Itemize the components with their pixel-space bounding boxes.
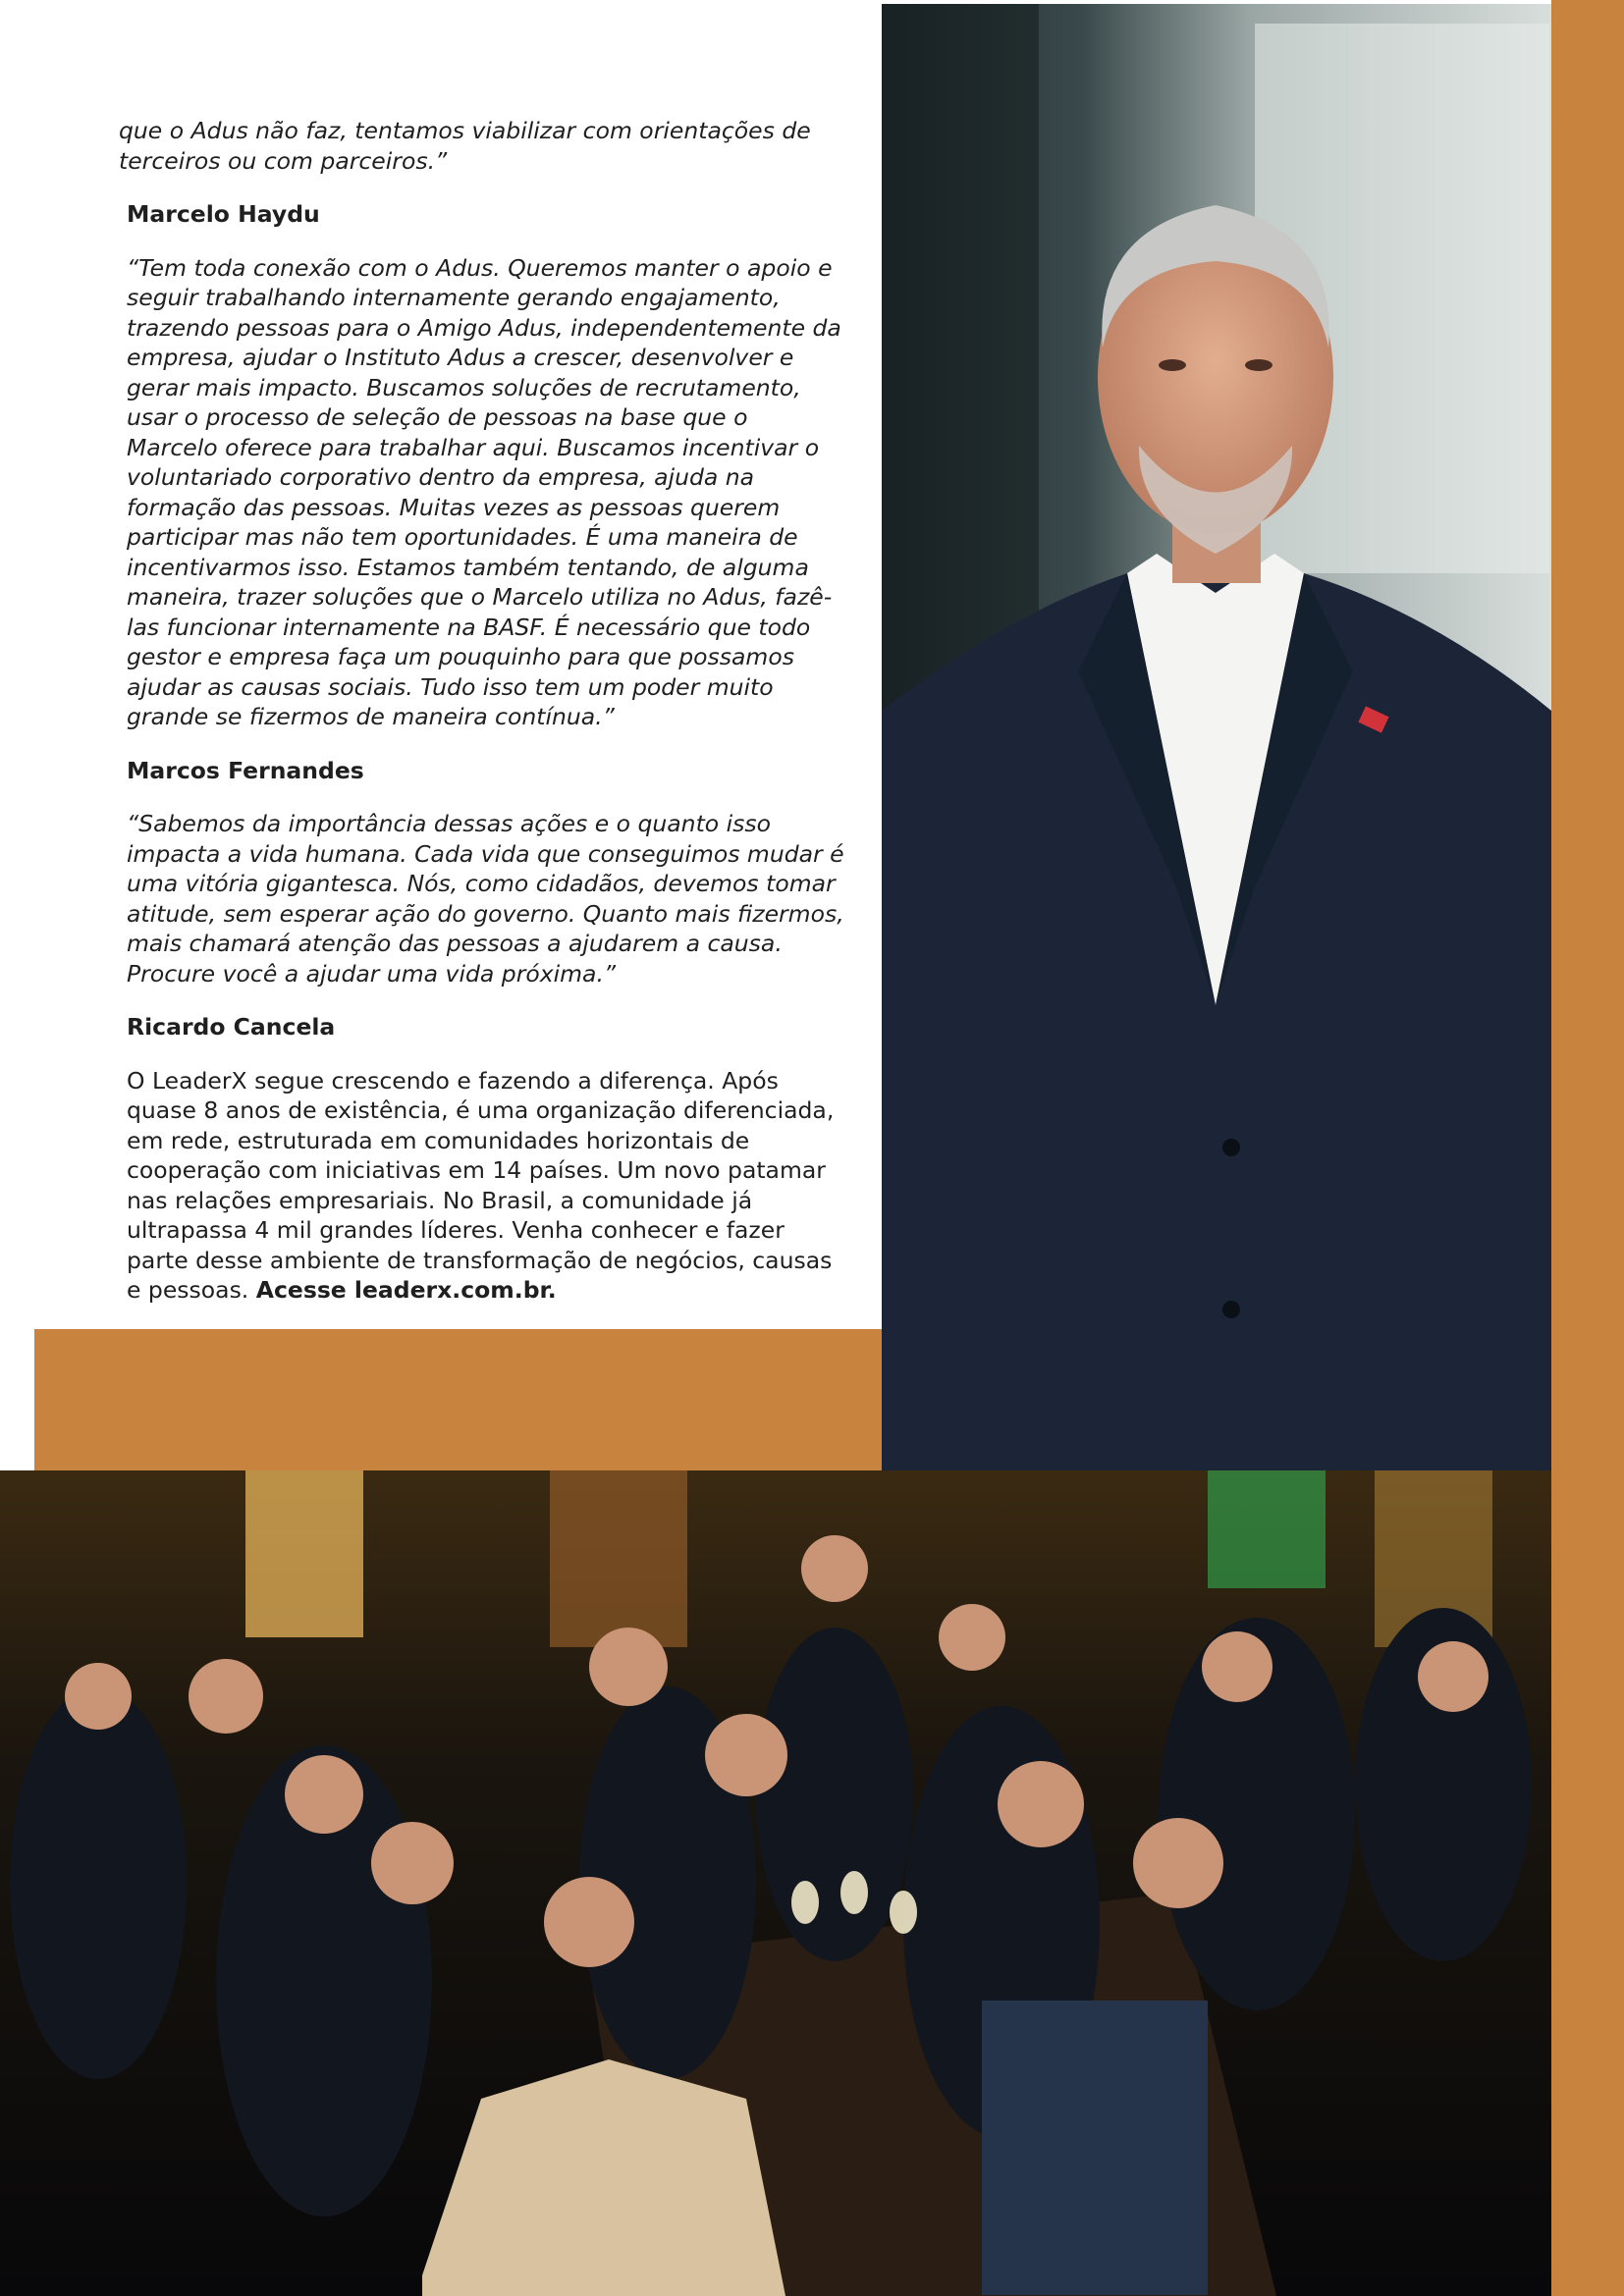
closing-paragraph	[119, 1066, 845, 1306]
event-photo	[0, 1470, 1551, 2296]
website-link[interactable]: Acesse leaderx.com.br.	[255, 1276, 557, 1304]
orange-accent-block	[34, 1329, 884, 1471]
portrait-photo	[882, 4, 1551, 1470]
speaker-name-3: Ricardo Cancela	[127, 1013, 336, 1041]
article-text	[119, 116, 845, 1329]
quote-intro: que o Adus não faz, tentamos viabilizar com orientações de terceiros ou com parceiros.”	[119, 117, 811, 175]
quote-1: “Tem toda conexão com o Adus. Queremos manter o apoio e seguir trabalhando internamente gerando engajamento, trazendo pessoas para o Amigo Adus, independentemente da empresa, ajudar o Instituto Adus a crescer, desenvolver e gerar mais impacto. Buscamos soluções de recrutamento, usar o processo de seleção de pessoas na base que o Marcelo oferece para trabalhar aqui. Buscamos incentivar o voluntariado corporativo dentro da empresa, ajuda na formação das pessoas. Muitas vezes as pessoas querem participar mas não tem oportunidades. É uma maneira de incentivarmos isso. Estamos também tentando, de alguma maneira, trazer soluções que o Marcelo utiliza no Adus, fazê-las funcionar internamente na BASF. É necessário que todo gestor e empresa faça um pouquinho para que possamos ajudar as causas sociais. Tudo isso tem um poder muito grande se fizermos de maneira contínua.”	[127, 253, 841, 730]
closing-text: O LeaderX segue crescendo e fazendo a diferença. Após quase 8 anos de existência, é uma organização diferenciada, em rede, estruturada em comunidades horizontais de cooperação com iniciativas em 14 países. Um novo patamar nas relações empresariais. No Brasil, a comunidade já ultrapassa 4 mil grandes líderes. Venha conhecer e fazer parte desse ambiente de transformação de negócios, causas e pessoas.	[127, 1066, 835, 1304]
portrait-illustration	[882, 4, 1551, 1470]
orange-side-strip	[1551, 0, 1624, 2296]
quote-2: “Sabemos da importância dessas ações e o quanto isso impacta a vida humana. Cada vida que conseguimos mudar é uma vitória gigantesca. Nós, como cidadãos, devemos tomar atitude, sem esperar ação do governo. Quanto mais fizermos, mais chamará atenção das pessoas a ajudarem a causa. Procure você a ajudar uma vida próxima.”	[127, 810, 844, 988]
speaker-name-2: Marcos Fernandes	[127, 756, 364, 784]
speaker-name-1: Marcelo Haydu	[127, 200, 320, 228]
event-illustration	[0, 1470, 1551, 2296]
